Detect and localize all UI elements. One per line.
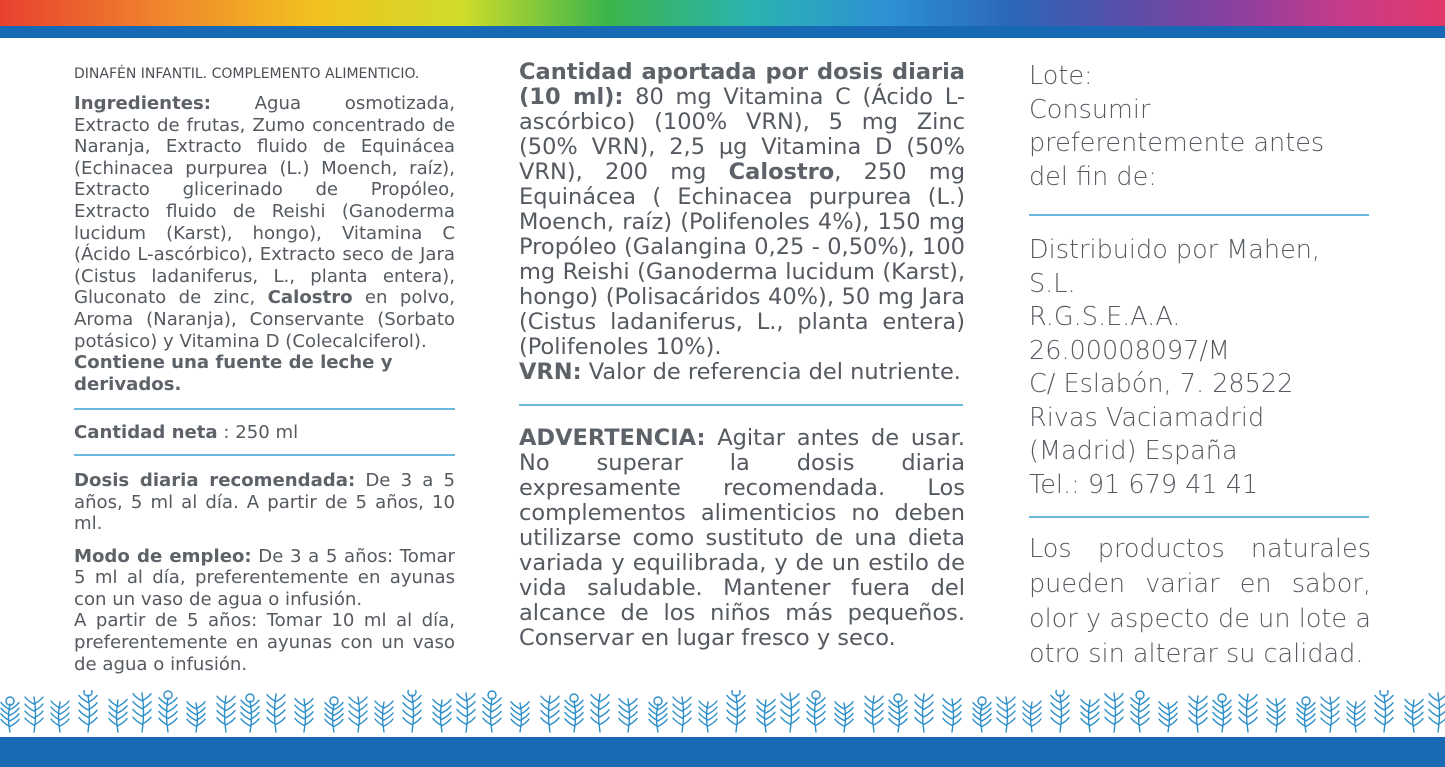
ingredients-text: Agua osmotizada, Extracto de frutas, Zumo concentrado de Naranja, Extracto fluido de Equinácea (Echinacea purpurea (L.) Moench, raíz), Extracto glicerinado de Propóleo, Extracto fluido de Reishi (Ganoderma lucidum (Karst), hongo), Vitamina C (Ácido L-ascórbico), Extracto seco de Jara (Cistus ladaniferus, L., planta entera), Gluconato de zinc, <box>74 93 455 309</box>
registry-line: R.G.S.E.A.A. 26.00008097/M <box>1029 302 1230 366</box>
distribution-column <box>1029 60 1371 672</box>
ingredients-column <box>74 60 455 675</box>
amount-paragraph <box>519 60 965 360</box>
calostro-label: Calostro <box>267 287 353 309</box>
address-line: C/ Eslabón, 7. 28522 <box>1029 369 1294 399</box>
net-quantity-value: : 250 ml <box>217 422 299 444</box>
amount-label: Cantidad aportada por dosis diaria (10 ml): <box>519 59 965 110</box>
milk-warning: Contiene una fuente de leche y derivados. <box>74 352 393 395</box>
amount-calostro: Calostro <box>728 159 835 185</box>
lot-label: Lote: <box>1029 61 1093 91</box>
region-line: (Madrid) España <box>1029 436 1238 466</box>
natural-products-note: Los productos naturales pueden variar en sabor, olor y aspecto de un lote a otro sin alterar su calidad. <box>1029 534 1371 669</box>
daily-dose-label: Dosis diaria recomendada: <box>74 469 356 491</box>
city-line: Rivas Vaciamadrid <box>1029 402 1265 433</box>
vrn-label: VRN: <box>519 359 582 385</box>
product-title: DINAFÉN INFANTIL. COMPLEMENTO ALIMENTICIO. <box>74 66 420 82</box>
vrn-note <box>519 360 965 385</box>
bottom-blue-band <box>0 737 1445 767</box>
usage-text: De 3 a 5 años: Tomar 5 ml al día, preferentemente en ayunas con un vaso de agua o infusión. <box>74 545 455 610</box>
best-before-label: Consumir preferentemente antes del fin de: <box>1029 94 1325 192</box>
ingredients-text-2: en polvo, Aroma (Naranja), Conservante (Sorbato potásico) y Vitamina D (Colecalciferol). <box>74 287 455 352</box>
vrn-text: Valor de referencia del nutriente. <box>581 359 961 385</box>
daily-dose-text: De 3 a 5 años, 5 ml al día. A partir de 5 años, 10 ml. <box>74 469 456 535</box>
nutrition-column <box>519 60 965 651</box>
phone-line: Tel.: 91 679 41 41 <box>1029 469 1259 500</box>
net-quantity-label: Cantidad neta <box>74 422 218 444</box>
amount-text: 80 mg Vitamina C (Ácido L-ascórbico) (100% VRN), 5 mg Zinc (50% VRN), 2,5 µg Vitamina D (50% VRN), 200 mg <box>519 84 965 185</box>
ingredients-label: Ingredientes: <box>74 93 211 114</box>
rainbow-stripe <box>0 0 1445 26</box>
distributor-line: Distribuido por Mahen, S.L. <box>1029 235 1321 299</box>
daily-dose <box>74 470 455 535</box>
warning-text: Agitar antes de usar. No superar la dosis diaria expresamente recomendada. Los complementos alimenticios no deben utilizarse como sustituto de una dieta variada y equilibrada, y de un estilo de vida saludable. Mantener fuera del alcance de los niños más pequeños. Conservar en lugar fresco y seco. <box>519 425 965 651</box>
top-blue-band <box>0 26 1445 38</box>
warning-label: ADVERTENCIA: <box>519 425 706 451</box>
herb-border-icon <box>0 690 1445 734</box>
usage-instructions-2: A partir de 5 años: Tomar 10 ml al día, preferentemente en ayunas con un vaso de agua o infusión. <box>74 610 455 675</box>
usage-instructions <box>74 546 455 611</box>
amount-text-2: , 250 mg Equinácea ( Echinacea purpurea (L.) Moench, raíz) (Polifenoles 4%), 150 mg Propóleo (Galangina 0,25 - 0,50%), 100 mg Reishi (Ganoderma lucidum (Karst), hongo) (Polisacáridos 40%), 50 mg Jara (Cistus ladaniferus, L., planta entera) (Polifenoles 10%). <box>519 159 966 360</box>
warning-paragraph <box>519 426 965 651</box>
ingredients-paragraph <box>74 93 455 352</box>
net-quantity <box>74 422 455 444</box>
usage-label: Modo de empleo: <box>74 545 252 567</box>
